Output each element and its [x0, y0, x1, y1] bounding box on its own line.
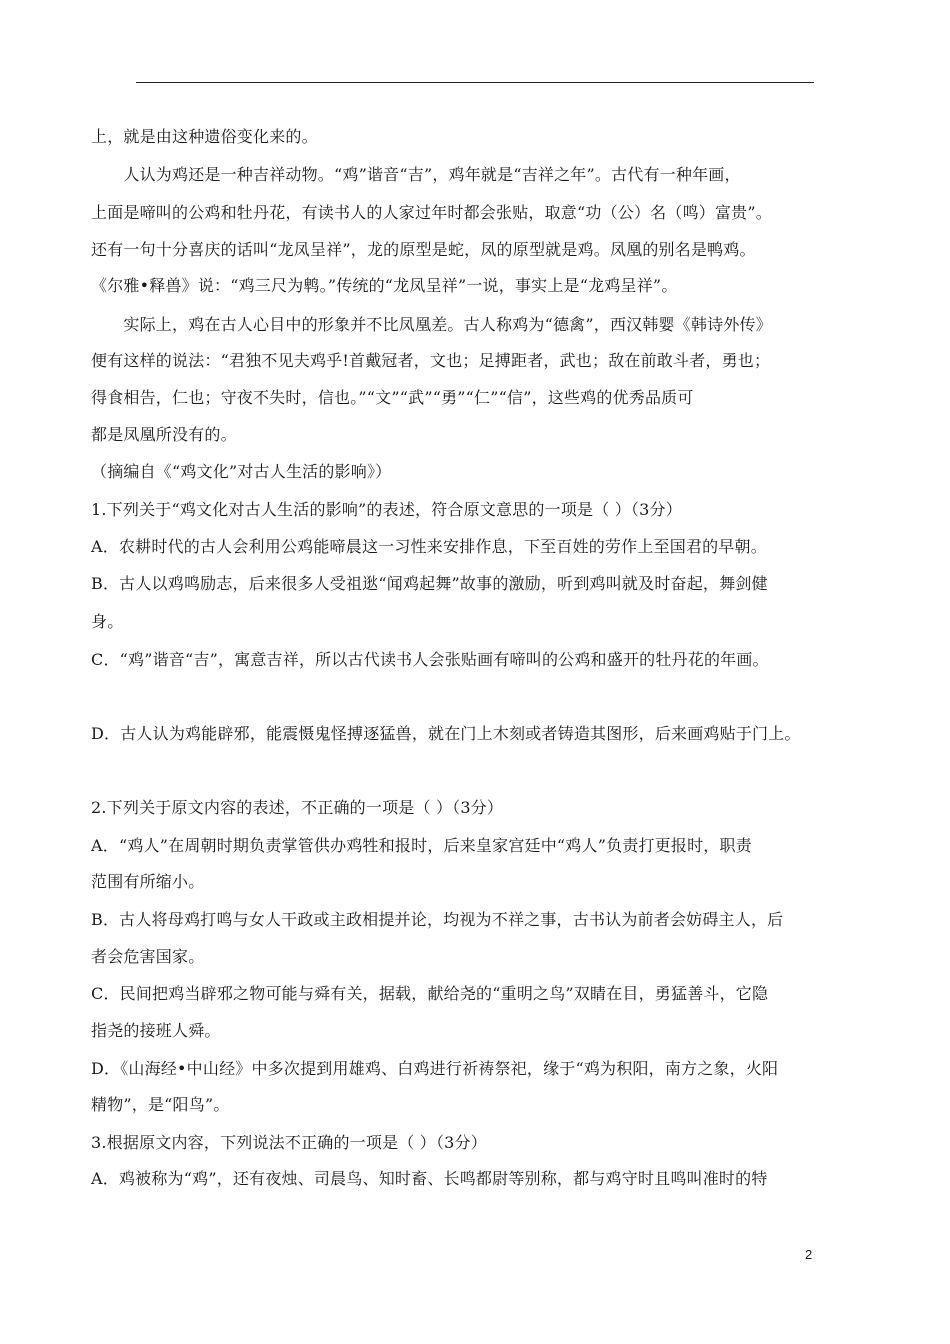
question-2: 2.下列关于原文内容的表述，不正确的一项是（ ）（3分） — [91, 798, 504, 817]
q2-option-a: A．“鸡人”在周朝时期负责掌管供办鸡牲和报时，后来皇家宫廷中“鸡人”负责打更报时，职责 — [91, 836, 752, 855]
text-line: 都是凤凰所没有的。 — [91, 425, 237, 444]
source-citation: （摘编自《“鸡文化”对古人生活的影响》） — [91, 462, 392, 481]
q3-option-a: A．鸡被称为“鸡”，还有夜烛、司晨鸟、知时畜、长鸣都尉等别称，都与鸡守时且鸣叫准时的特 — [91, 1169, 768, 1188]
text-line: 上，就是由这种遗俗变化来的。 — [91, 127, 318, 146]
page-number: 2 — [805, 1247, 813, 1262]
text-line: 得食相告，仁也；守夜不失时，信也。”“文”“武”“勇”“仁”“信”，这些鸡的优秀品质可 — [91, 388, 694, 407]
header-rule — [136, 82, 814, 83]
q2-option-b: B．古人将母鸡打鸣与女人干政或主政相提并论，均视为不祥之事，古书认为前者会妨碍主人，后 — [91, 910, 784, 929]
question-3: 3.根据原文内容，下列说法不正确的一项是（ ）（3分） — [91, 1133, 487, 1152]
q2-option-a-cont: 范围有所缩小。 — [91, 872, 205, 891]
text-line: 便有这样的说法：“君独不见夫鸡乎!首戴冠者，文也；足搏距者，武也；敌在前敢斗者，勇也； — [91, 351, 771, 370]
text-line: 实际上，鸡在古人心目中的形象并不比凤凰差。古人称鸡为“德禽”，西汉韩婴《韩诗外传》 — [91, 315, 772, 334]
q2-option-d: D．《山海经•中山经》中多次提到用雄鸡、白鸡进行祈祷祭祀，缘于“鸡为积阳，南方之象，火阳 — [91, 1059, 779, 1078]
text-line: 《尔雅•释兽》说：“鸡三尺为鹎。”传统的“龙凤呈祥”一说，事实上是“龙鸡呈祥”。 — [91, 276, 678, 295]
q1-option-c: C．“鸡”谐音“吉”，寓意吉祥，所以古代读书人会张贴画有啼叫的公鸡和盛开的牡丹花的年画。 — [91, 650, 769, 669]
question-1: 1.下列关于“鸡文化对古人生活的影响”的表述，符合原文意思的一项是（ ）（3分） — [91, 500, 682, 519]
q1-option-d: D．古人认为鸡能辟邪，能震慑鬼怪搏逐猛兽，就在门上木刻或者铸造其图形，后来画鸡贴于门上。 — [91, 724, 801, 743]
q2-option-c: C．民间把鸡当辟邪之物可能与舜有关，据载，献给尧的“重明之鸟”双睛在目，勇猛善斗，它隐 — [91, 984, 769, 1003]
q1-option-b-cont: 身。 — [91, 612, 124, 631]
q2-option-b-cont: 者会危害国家。 — [91, 947, 205, 966]
text-line: 人认为鸡还是一种吉祥动物。“鸡”谐音“吉”，鸡年就是“吉祥之年”。古代有一种年画， — [91, 165, 741, 184]
text-line: 上面是啼叫的公鸡和牡丹花，有读书人的人家过年时都会张贴，取意“功（公）名（鸣）富贵”。 — [91, 203, 772, 222]
q2-option-d-cont: 精物”，是“阳鸟”。 — [91, 1095, 230, 1114]
text-line: 还有一句十分喜庆的话叫“龙凤呈祥”，龙的原型是蛇，凤的原型就是鸡。凤凰的别名是鸭鸡。 — [91, 240, 756, 259]
q1-option-b: B．古人以鸡鸣励志，后来很多人受祖逖“闻鸡起舞”故事的激励，听到鸡叫就及时奋起，舞剑健 — [91, 574, 768, 593]
q2-option-c-cont: 指尧的接班人舜。 — [91, 1021, 221, 1040]
q1-option-a: A．农耕时代的古人会利用公鸡能啼晨这一习性来安排作息，下至百姓的劳作上至国君的早朝。 — [91, 537, 767, 556]
